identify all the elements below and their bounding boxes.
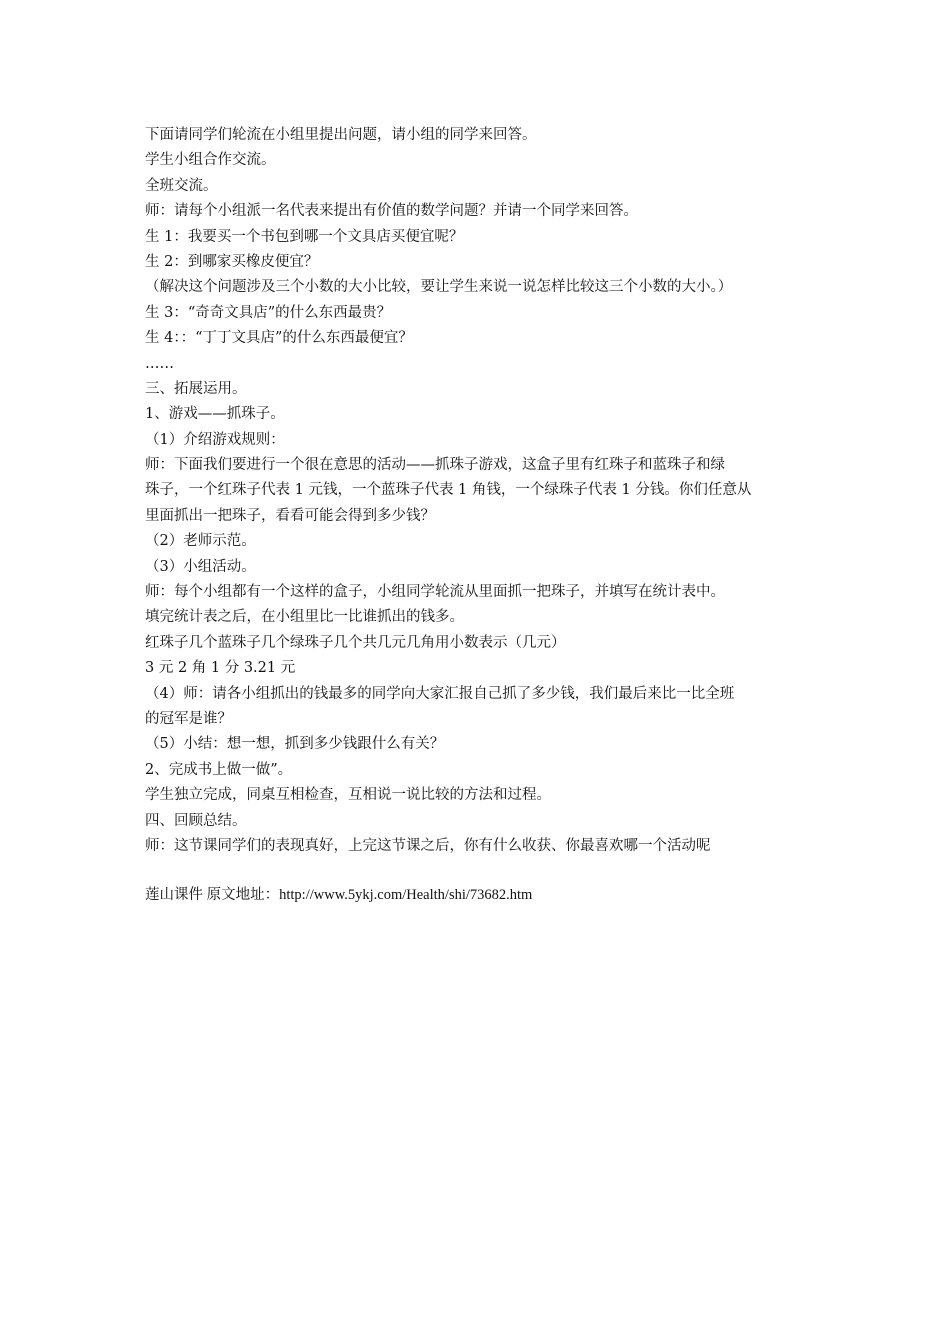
text-line: （解决这个问题涉及三个小数的大小比较，要让学生来说一说怎样比较这三个小数的大小。） (145, 279, 733, 296)
text-line: 珠子，一个红珠子代表 1 元钱，一个蓝珠子代表 1 角钱，一个绿珠子代表 1 分钱。你们任意从 (145, 482, 752, 499)
text-line: 师：这节课同学们的表现真好，上完这节课之后，你有什么收获、你最喜欢哪一个活动呢 (145, 837, 711, 854)
text-line: 全班交流。 (145, 177, 218, 194)
text-line: 学生独立完成，同桌互相检查，互相说一说比较的方法和过程。 (145, 787, 551, 804)
text-line: 师：请每个小组派一名代表来提出有价值的数学问题？并请一个同学来回答。 (145, 203, 638, 220)
text-line: 里面抓出一把珠子，看看可能会得到多少钱？ (145, 507, 435, 524)
text-line: 学生小组合作交流。 (145, 152, 276, 169)
text-line: （3）小组活动。 (145, 558, 256, 575)
text-line: 2、完成书上做一做”。 (145, 761, 293, 778)
text-line: 填完统计表之后，在小组里比一比谁抓出的钱多。 (145, 609, 464, 626)
text-line: 3 元 2 角 1 分 3.21 元 (145, 660, 296, 677)
text-line: 生 3：“奇奇文具店”的什么东西最贵？ (145, 304, 392, 321)
text-line: 的冠军是谁？ (145, 710, 232, 727)
text-line: 师：下面我们要进行一个很在意思的活动——抓珠子游戏，这盒子里有红珠子和蓝珠子和绿 (145, 457, 725, 474)
text-line: 生 2：到哪家买橡皮便宜？ (145, 253, 319, 270)
source-footer: 莲山课件 原文地址：http://www.5ykj.com/Health/shi/73682.htm (145, 887, 533, 904)
text-line: （4）师：请各小组抓出的钱最多的同学向大家汇报自己抓了多少钱，我们最后来比一比全班 (145, 685, 735, 702)
text-line: （5）小结：想一想，抓到多少钱跟什么有关？ (145, 736, 445, 753)
text-line: 师：每个小组都有一个这样的盒子，小组同学轮流从里面抓一把珠子，并填写在统计表中。 (145, 584, 725, 601)
document-page (145, 123, 810, 909)
text-line: 1、游戏——抓珠子。 (145, 406, 285, 423)
section-heading: 四、回顾总结。 (145, 812, 247, 829)
text-line: 下面请同学们轮流在小组里提出问题，请小组的同学来回答。 (145, 127, 537, 143)
text-line: …… (145, 355, 174, 372)
text-line: 生 4：：“丁丁文具店”的什么东西最便宜？ (145, 330, 413, 347)
text-line: （2）老师示范。 (145, 533, 256, 550)
spacer (145, 859, 810, 883)
section-heading: 三、拓展运用。 (145, 380, 247, 397)
text-line: 红珠子几个蓝珠子几个绿珠子几个共几元几角用小数表示（几元） (145, 634, 566, 651)
text-line: 生 1：我要买一个书包到哪一个文具店买便宜呢？ (145, 228, 464, 245)
text-line: （1）介绍游戏规则： (145, 431, 285, 448)
